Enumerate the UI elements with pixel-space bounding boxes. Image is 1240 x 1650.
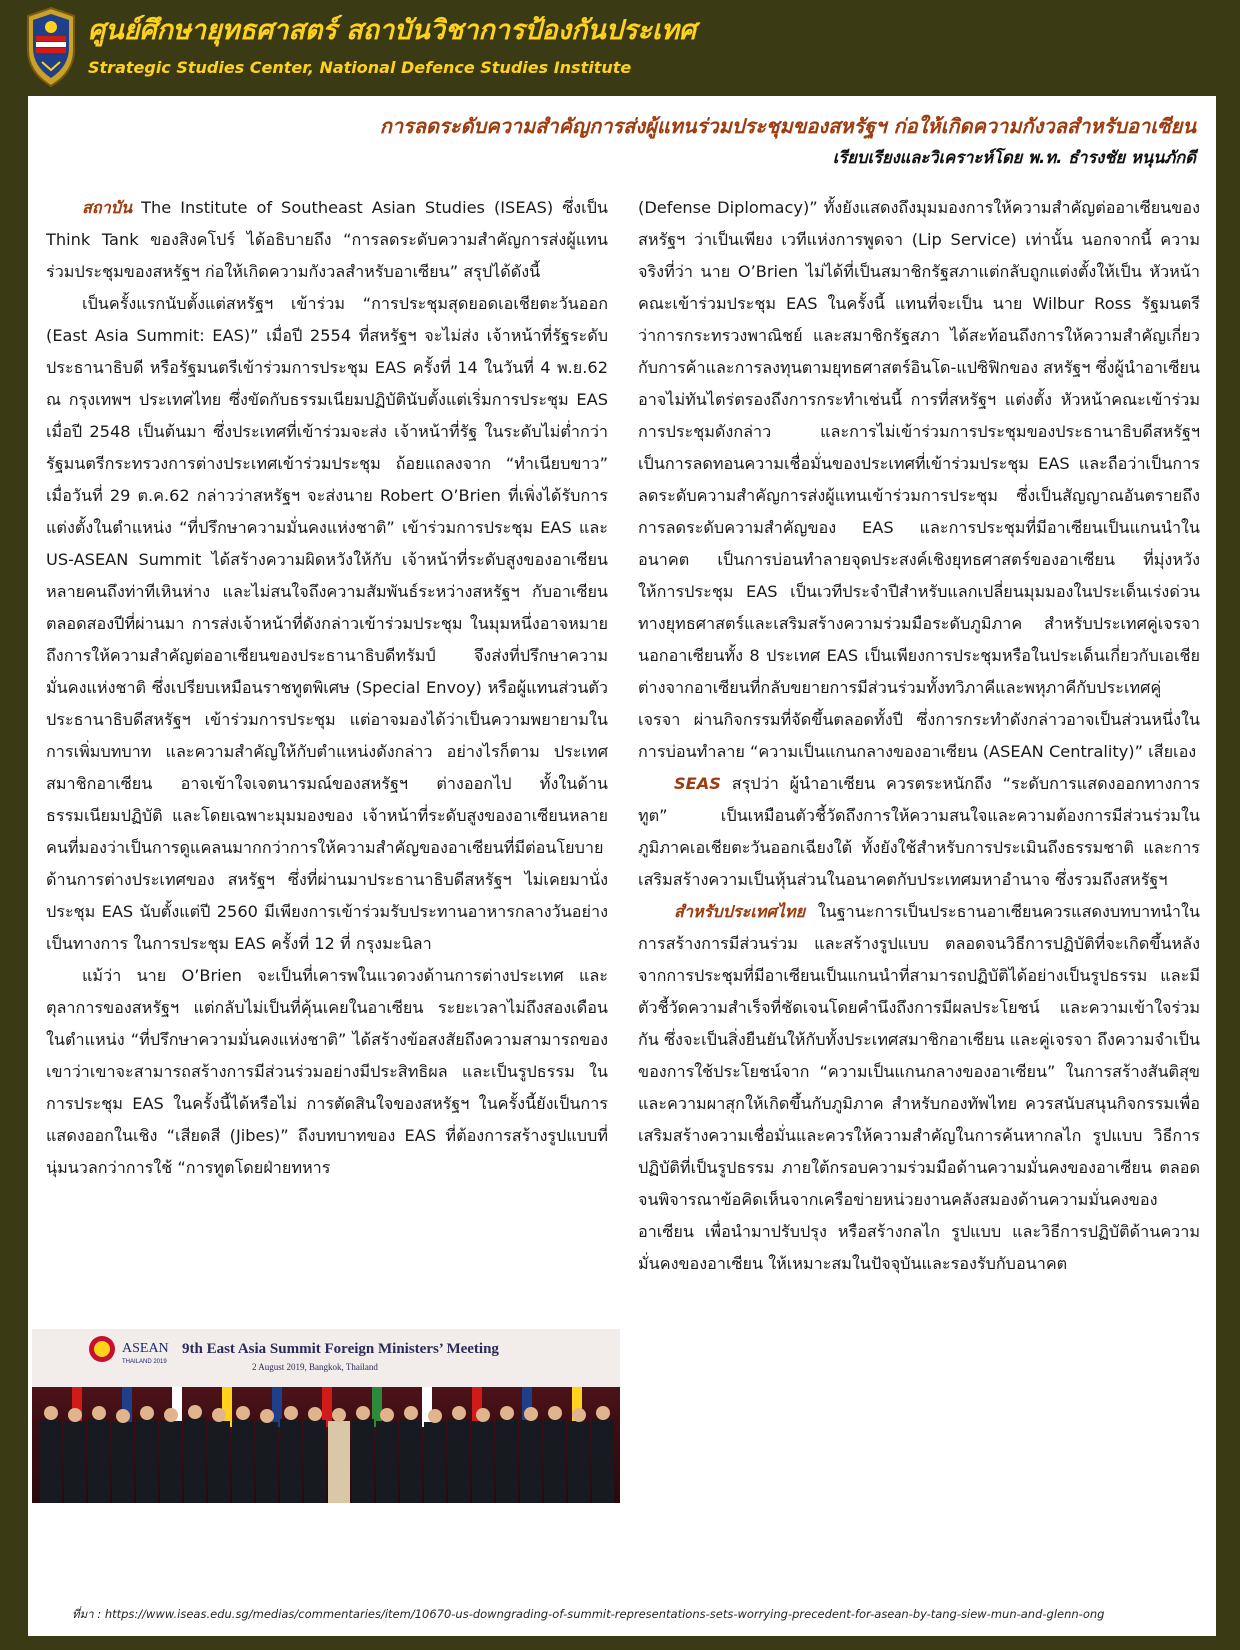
article-byline: เรียบเรียงและวิเคราะห์โดย พ.ท. ธำรงชัย หนุนภักดี (832, 148, 1196, 167)
paragraph-text: The Institute of Southeast Asian Studies (ISEAS) ซึ่งเป็น Think Tank ของสิงคโปร์ ได้อธิบายถึง “การลดระดับความสำคัญการส่งผู้แทนร่วมประชุมของสหรัฐฯ ก่อให้เกิดความกังวลสำหรับอาเซียน” สรุปได้ดังนี้ (46, 198, 608, 281)
asean-logo-sub: THAILAND 2019 (122, 1359, 167, 1365)
banner-title: 9th East Asia Summit Foreign Ministers’ Meeting (182, 1341, 499, 1357)
source-url[interactable]: https://www.iseas.edu.sg/medias/commentaries/item/10670-us-downgrading-of-summit-representations-sets-worrying-precedent-for-asean-by-tang-siew-mun-and-glenn-ong (104, 1607, 1105, 1621)
lead-word: สำหรับประเทศไทย (674, 902, 806, 921)
page-header (0, 0, 1240, 92)
paragraph-text: สรุปว่า ผู้นำอาเซียน ควรตระหนักถึง “ระดับการแสดงออกทางการทูต” เป็นเหมือนตัวชี้วัดถึงการให้ความสนใจและความต้องการมีส่วนร่วมในภูมิภาคเอเชียตะวันออกเฉียงใต้ ทั้งยังใช้สำหรับการประเมินถึงธรรมชาติ และการเสริมสร้างความเป็นหุ้นส่วนในอนาคตกับประเทศมหาอำนาจ ซึ่งรวมถึงสหรัฐฯ (638, 774, 1200, 889)
paragraph-4 (638, 768, 1200, 896)
paragraph-2: เป็นครั้งแรกนับตั้งแต่สหรัฐฯ เข้าร่วม “การประชุมสุดยอดเอเชียตะวันออก (East Asia Summit: EAS)” เมื่อปี 2554 ที่สหรัฐฯ จะไม่ส่ง เจ้าหน้าที่รัฐระดับประธานาธิบดี หรือรัฐมนตรีเข้าร่วมการประชุม EAS ครั้งที่ 14 ในวันที่ 4 พ.ย.62 ณ กรุงเทพฯ ประเทศไทย ซึ่งขัดกับธรรมเนียมปฏิบัตินับตั้งแต่เริ่มการประชุม EAS เมื่อปี 2548 เป็นต้นมา ซึ่งประเทศที่เข้าร่วมจะส่ง เจ้าหน้าที่รัฐ ในระดับไม่ต่ำกว่ารัฐมนตรีกระทรวงการต่างประเทศเข้าร่วมประชุม ถ้อยแถลงจาก “ทำเนียบขาว” เมื่อวันที่ 29 ต.ค.62 กล่าวว่าสหรัฐฯ จะส่งนาย Robert O’Brien ที่เพิ่งได้รับการแต่งตั้งในตำแหน่ง “ที่ปรึกษาความมั่นคงแห่งชาติ” เข้าร่วมการประชุม EAS และ US-ASEAN Summit ได้สร้างความผิดหวังให้กับ เจ้าหน้าที่ระดับสูงของอาเซียนหลายคนถึงท่าทีเหินห่าง และไม่สนใจถึงความสัมพันธ์ระหว่างสหรัฐฯ กับอาเซียนตลอดสองปีที่ผ่านมา การส่งเจ้าหน้าที่ดังกล่าวเข้าร่วมประชุม ในมุมหนึ่งอาจหมายถึงการให้ความสำคัญต่ออาเซียนของประธานาธิบดีทรัมป์ จึงส่งที่ปรึกษาความมั่นคงแห่งชาติ ซึ่งเปรียบเหมือนราชทูตพิเศษ (Special Envoy) หรือผู้แทนส่วนตัว ประธานาธิบดีสหรัฐฯ เข้าร่วมการประชุม แต่อาจมองได้ว่าเป็นความพยายามในการเพิ่มบทบาท และความสำคัญให้กับตำแหน่งดังกล่าว อย่างไรก็ตาม ประเทศสมาชิกอาเซียน อาจเข้าใจเจตนารมณ์ของสหรัฐฯ ต่างออกไป ทั้งในด้านธรรมเนียมปฏิบัติ และโดยเฉพาะมุมมองของ เจ้าหน้าที่ระดับสูงของอาเซียนหลายคนที่มองว่าเป็นการดูแคลนมากกว่าการให้ความสำคัญของอาเซียนที่มีต่อนโยบายด้านการต่างประเทศของ สหรัฐฯ ซึ่งที่ผ่านมาประธานาธิบดีสหรัฐฯ ไม่เคยมานั่งประชุม EAS นับตั้งแต่ปี 2560 มีเพียงการเข้าร่วมรับประทานอาหารกลางวันอย่างเป็นทางการ ในการประชุม EAS ครั้งที่ 12 ที่ กรุงมะนิลา (46, 294, 608, 953)
paragraph-3: แม้ว่า นาย O’Brien จะเป็นที่เคารพในแวดวงด้านการต่างประเทศ และตุลาการของสหรัฐฯ แต่กลับไม่เป็นที่คุ้นเคยในอาเซียน ระยะเวลาไม่ถึงสองเดือนในตำแหน่ง “ที่ปรึกษาความมั่นคงแห่งชาติ” ได้สร้างข้อสงสัยถึงความสามารถของเขาว่าเขาจะสามารถสร้างการมีส่วนร่วมอย่างมีประสิทธิผล และเป็นรูปธรรม ในการประชุม EAS ในครั้งนี้ได้หรือไม่ การตัดสินใจของสหรัฐฯ ในครั้งนี้ยังเป็นการแสดงออกในเชิง “เสียดสี (Jibes)” ถึงบทบาทของ EAS ที่ต้องการสร้างรูปแบบที่นุ่มนวลกว่าการใช้ “การทูตโดยฝ่ายทหาร (46, 966, 608, 1177)
source-label: ที่มา : (72, 1607, 105, 1621)
institute-emblem-icon (24, 6, 78, 88)
article-panel (28, 96, 1216, 1636)
lead-word: SEAS (674, 774, 721, 793)
source-citation (72, 1606, 1202, 1624)
paragraph-3-continued: (Defense Diplomacy)” ทั้งยังแสดงถึงมุมมองการให้ความสำคัญต่ออาเซียนของสหรัฐฯ ว่าเป็นเพียง เวทีแห่งการพูดจา (Lip Service) เท่านั้น นอกจากนี้ ความจริงที่ว่า นาย O’Brien ไม่ได้ที่เป็นสมาชิกรัฐสภาแต่กลับถูกแต่งตั้งให้เป็น หัวหน้าคณะเข้าร่วมประชุม EAS ในครั้งนี้ แทนที่จะเป็น นาย Wilbur Ross รัฐมนตรีว่าการกระทรวงพาณิชย์ และสมาชิกรัฐสภา ได้สะท้อนถึงการให้ความสำคัญเกี่ยวกับการค้าและการลงทุนตามยุทธศาสตร์อินโด-แปซิฟิกของ สหรัฐฯ ซึ่งผู้นำอาเซียนอาจไม่ทันไตร่ตรองถึงการกระทำเช่นนี้ การที่สหรัฐฯ แต่งตั้ง หัวหน้าคณะเข้าร่วมการประชุมดังกล่าว และการไม่เข้าร่วมการประชุมของประธานาธิบดีสหรัฐฯ เป็นการลดทอนความเชื่อมั่นของประเทศที่เข้าร่วมประชุม EAS และถือว่าเป็นการลดระดับความสำคัญการส่งผู้แทนเข้าร่วมการประชุม ซึ่งเป็นสัญญาณอันตรายถึงการลดระดับความสำคัญของ EAS และการประชุมที่มีอาเซียนเป็นแกนนำในอนาคต เป็นการบ่อนทำลายจุดประสงค์เชิงยุทธศาสตร์ของอาเซียน ที่มุ่งหวังให้การประชุม EAS เป็นเวทีประจำปีสำหรับแลกเปลี่ยนมุมมองในประเด็นเร่งด่วนทางยุทธศาสตร์และเสริมสร้างความร่วมมือระดับภูมิภาค สำหรับประเทศคู่เจรจานอกอาเซียนทั้ง 8 ประเทศ EAS เป็นเพียงการประชุมหรือในประเด็นเกี่ยวกับเอเชีย ต่างจากอาเซียนที่กลับขยายการมีส่วนร่วมทั้งทวิภาคีและพหุภาคีกับประเทศคู่เจรจา ผ่านกิจกรรมที่จัดขึ้นตลอดทั้งปี ซึ่งการกระทำดังกล่าวอาจเป็นส่วนหนึ่งในการบ่อนทำลาย “ความเป็นแกนกลางของอาเซียน (ASEAN Centrality)” เสียเอง (638, 198, 1200, 761)
header-title-en: Strategic Studies Center, National Defence Studies Institute (88, 58, 632, 77)
paragraph-text: ในฐานะการเป็นประธานอาเซียนควรแสดงบทบาทนำในการสร้างการมีส่วนร่วม และสร้างรูปแบบ ตลอดจนวิธีการปฏิบัติที่จะเกิดขึ้นหลังจากการประชุมที่มีอาเซียนเป็นแกนนำที่สามารถปฏิบัติได้อย่างเป็นรูปธรรม และมีตัวชี้วัดความสำเร็จที่ชัดเจนโดยคำนึงถึงการมีผลประโยชน์ และความเข้าใจร่วมกัน ซึ่งจะเป็นสิ่งยืนยันให้กับทั้งประเทศสมาชิกอาเซียน และคู่เจรจา ถึงความจำเป็นของการใช้ประโยชน์จาก “ความเป็นแกนกลางของอาเซียน” ในการสร้างสันติสุข และความผาสุกให้เกิดขึ้นกับภูมิภาค สำหรับกองทัพไทย ควรสนับสนุนกิจกรรมเพื่อเสริมสร้างความเชื่อมั่นและควรให้ความสำคัญในการค้นหากลไก รูปแบบ วิธีการปฏิบัติที่เป็นรูปธรรม ภายใต้กรอบความร่วมมือด้านความมั่นคงของอาเซียน ตลอดจนพิจารณาข้อคิดเห็นจากเครือข่ายหน่วยงานคลังสมองด้านความมั่นคงของอาเซียน เพื่อนำมาปรับปรุง หรือสร้างกลไก รูปแบบ และวิธีการปฏิบัติด้านความมั่นคงของอาเซียน ให้เหมาะสมในปัจจุบันและรองรับกับอนาคต (638, 902, 1200, 1273)
article-column-right (638, 192, 1200, 1532)
paragraph-5 (638, 896, 1200, 1280)
article-title: การลดระดับความสำคัญการส่งผู้แทนร่วมประชุมของสหรัฐฯ ก่อให้เกิดความกังวลสำหรับอาเซียน (379, 114, 1196, 138)
header-title-th: ศูนย์ศึกษายุทธศาสตร์ สถาบันวิชาการป้องกันประเทศ (88, 15, 697, 46)
paragraph-1 (46, 192, 608, 288)
article-column-left (46, 192, 608, 1414)
asean-logo-text: ASEAN (122, 1341, 169, 1356)
banner-date: 2 August 2019, Bangkok, Thailand (252, 1362, 378, 1372)
meeting-photo (32, 1329, 620, 1503)
lead-word: สถาบัน (82, 198, 133, 217)
group-photo-image (32, 1329, 620, 1503)
